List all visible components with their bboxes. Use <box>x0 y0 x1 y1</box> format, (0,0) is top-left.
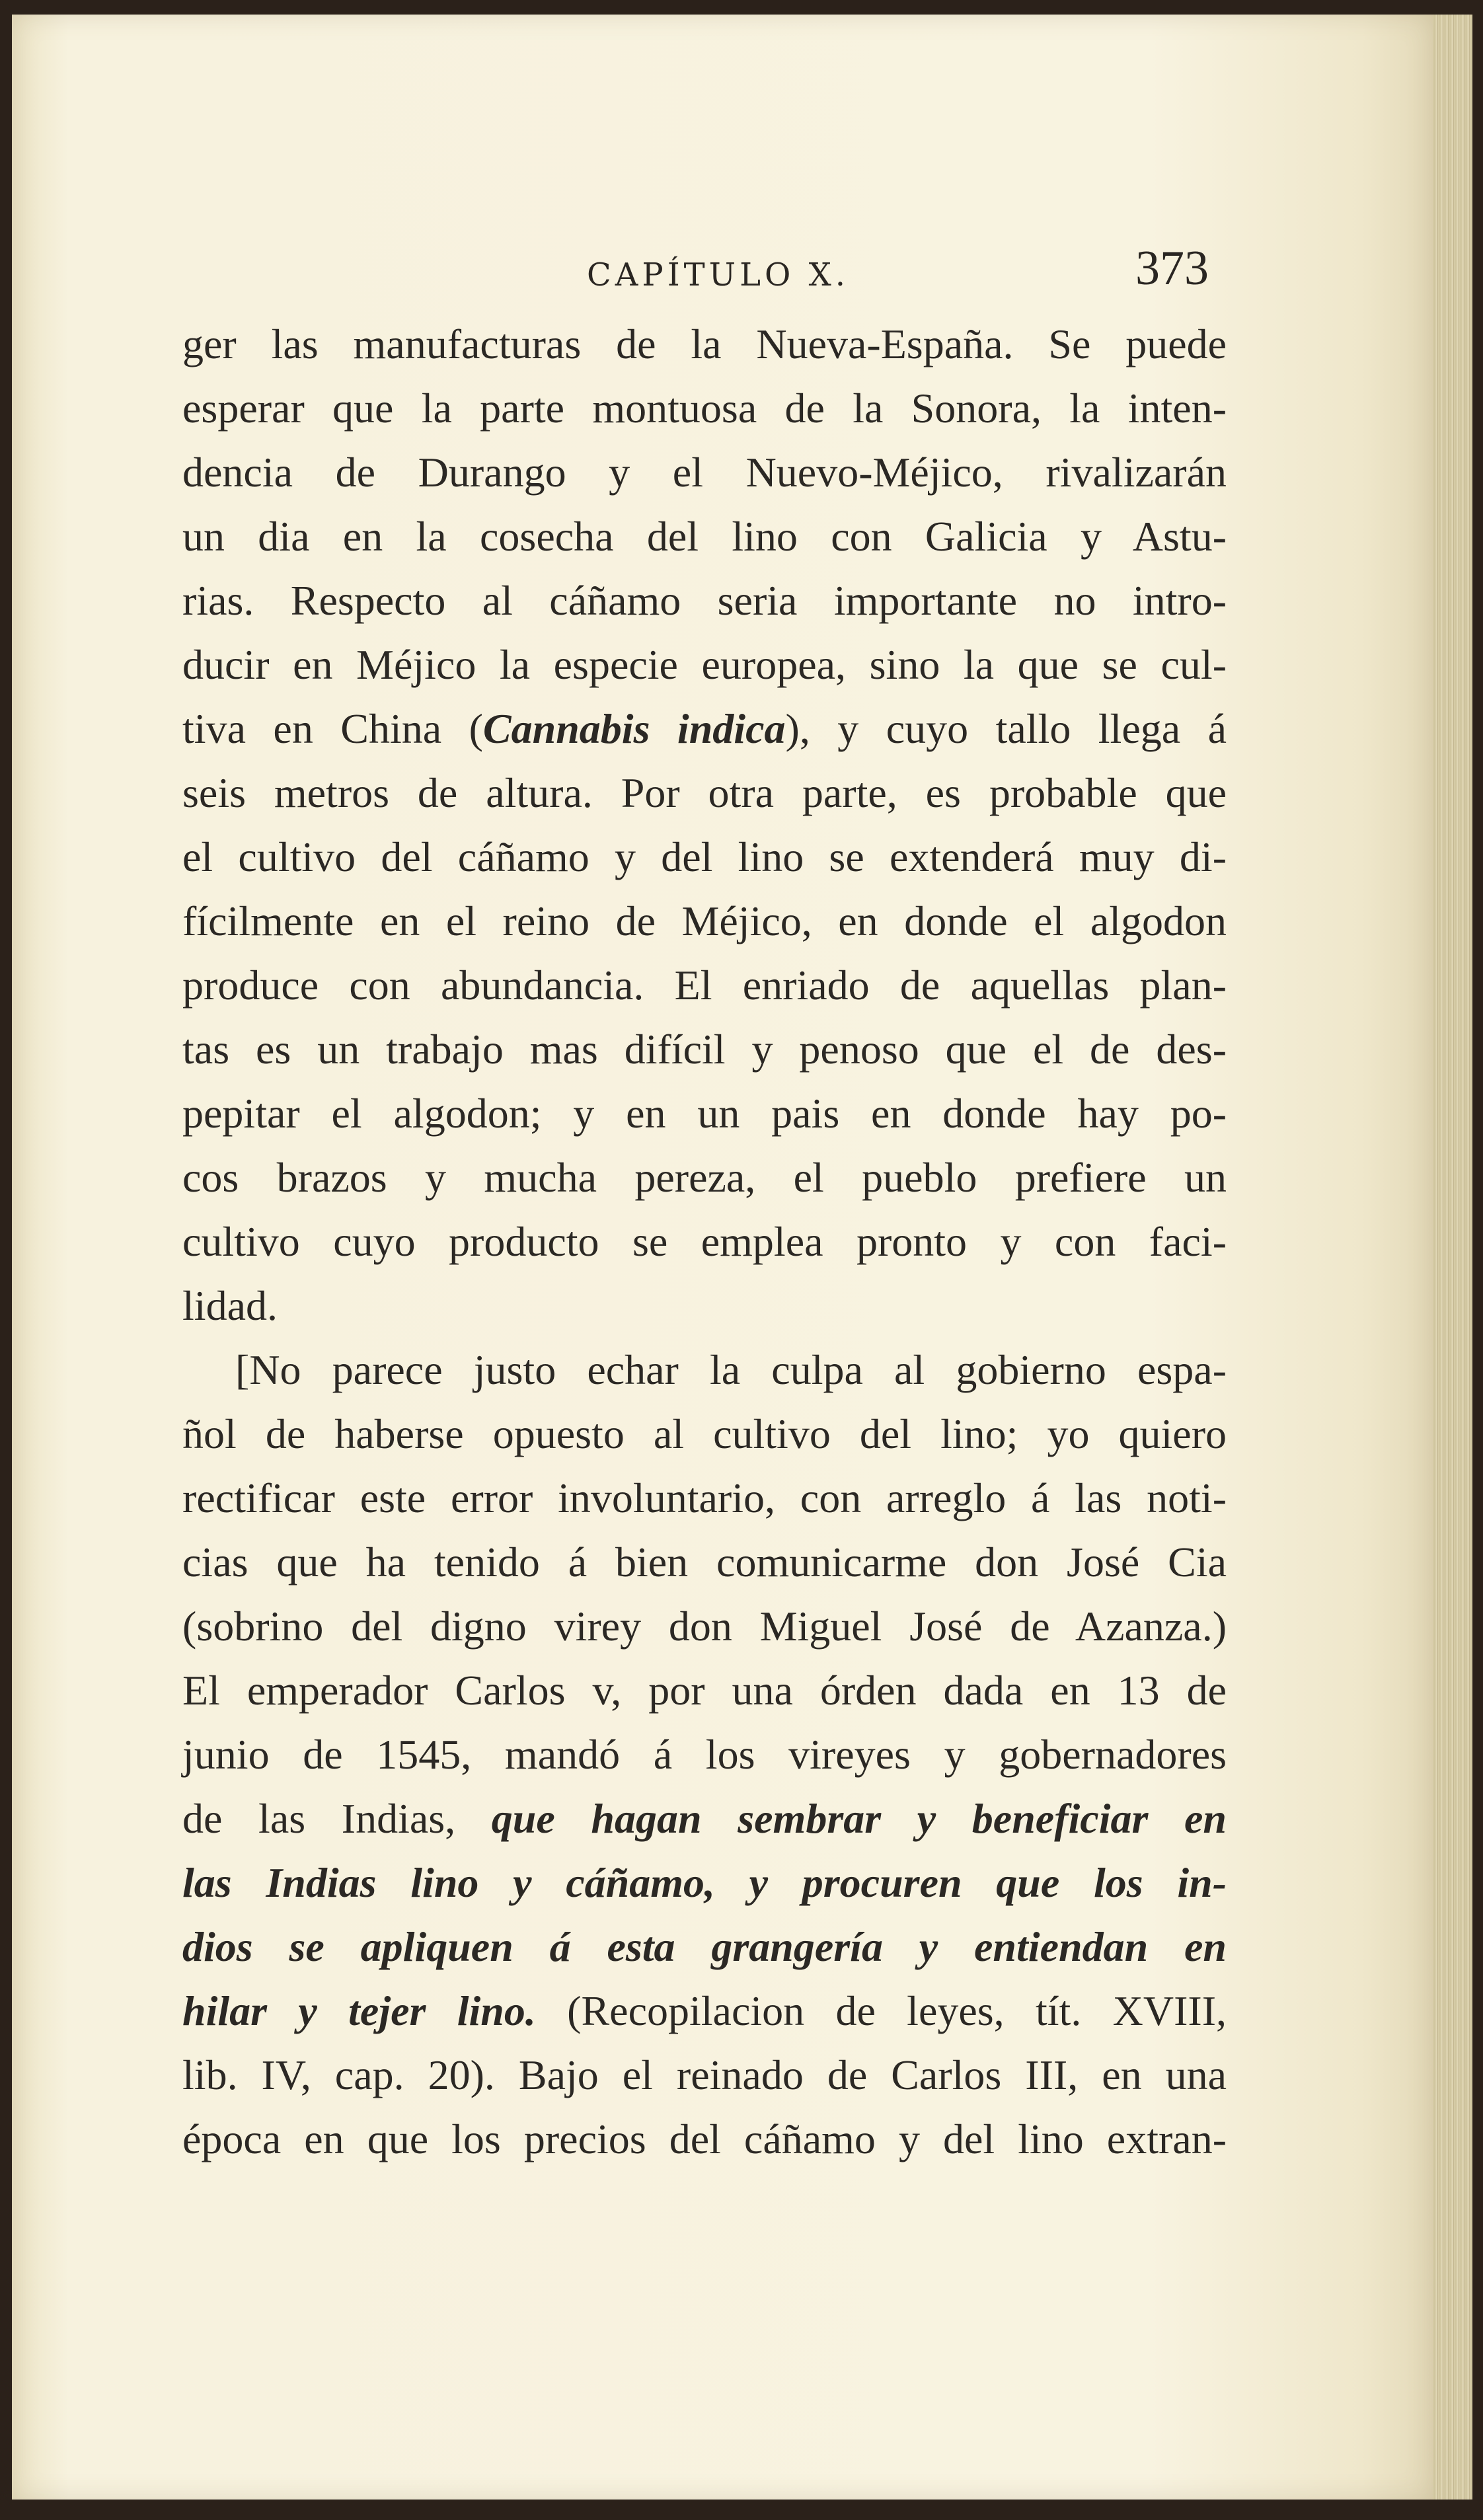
text-line: rectificar este error involuntario, con arreglo á las noti- <box>182 1474 1227 1521</box>
text-line: tas es un trabajo mas difícil y penoso que el de des- <box>182 1026 1227 1073</box>
text-line <box>182 1851 1227 1915</box>
text-line: el cultivo del cáñamo y del lino se extenderá muy di- <box>182 833 1227 880</box>
text-line: [No parece justo echar la culpa al gobierno espa- <box>235 1346 1227 1393</box>
book-page <box>12 15 1433 2500</box>
text-line <box>182 1979 1227 2043</box>
italic-quote: dios se apliquen á esta grangería y entiendan en <box>182 1923 1227 1970</box>
text-run: (Recopilacion de leyes, tít. XVIII, <box>535 1987 1227 2034</box>
text-run: ), y cuyo tallo llega á <box>785 705 1227 752</box>
text-line: esperar que la parte montuosa de la Sonora, la inten- <box>182 385 1227 432</box>
text-line: junio de 1545, mandó á los vireyes y gobernadores <box>182 1731 1227 1778</box>
text-line: fícilmente en el reino de Méjico, en donde el algodon <box>182 897 1227 944</box>
text-line <box>182 697 1227 761</box>
text-run: tiva en China ( <box>182 705 483 752</box>
text-line: ducir en Méjico la especie europea, sino la que se cul- <box>182 641 1227 688</box>
italic-term: Cannabis indica <box>482 705 786 752</box>
text-line: dencia de Durango y el Nuevo-Méjico, rivalizarán <box>182 449 1227 496</box>
italic-quote: que hagan sembrar y beneficiar en <box>491 1795 1227 1842</box>
italic-quote: las Indias lino y cáñamo, y procuren que los in- <box>182 1859 1227 1906</box>
text-line: un dia en la cosecha del lino con Galicia y Astu- <box>182 513 1227 560</box>
italic-quote: hilar y tejer lino. <box>182 1987 536 2034</box>
text-line: cos brazos y mucha pereza, el pueblo prefiere un <box>182 1154 1227 1201</box>
running-head: CAPÍTULO X. <box>587 256 850 293</box>
text-line: pepitar el algodon; y en un pais en donde hay po- <box>182 1090 1227 1137</box>
text-line: (sobrino del digno virey don Miguel José de Azanza.) <box>182 1603 1227 1650</box>
text-line: rias. Respecto al cáñamo seria importante no intro- <box>182 577 1227 624</box>
text-line: produce con abundancia. El enriado de aquellas plan- <box>182 962 1227 1009</box>
text-run: de las Indias, <box>182 1795 492 1842</box>
page-edge <box>1433 15 1472 2500</box>
page-number: 373 <box>1135 241 1209 295</box>
text-line: cultivo cuyo producto se emplea pronto y con faci- <box>182 1218 1227 1265</box>
text-line: seis metros de altura. Por otra parte, es probable que <box>182 769 1227 816</box>
text-line <box>182 1786 1227 1851</box>
text-line: ñol de haberse opuesto al cultivo del lino; yo quiero <box>182 1410 1227 1457</box>
page-header <box>12 239 1433 312</box>
text-line: lidad. <box>182 1282 278 1329</box>
text-line: época en que los precios del cáñamo y del lino extran- <box>182 2116 1227 2162</box>
body-text <box>182 312 1227 2171</box>
text-line: cias que ha tenido á bien comunicarme don José Cia <box>182 1539 1227 1585</box>
text-line: lib. IV, cap. 20). Bajo el reinado de Carlos III, en una <box>182 2051 1227 2098</box>
text-line: ger las manufacturas de la Nueva-España. Se puede <box>182 321 1227 367</box>
text-line: El emperador Carlos v, por una órden dada en 13 de <box>182 1667 1227 1714</box>
text-line <box>182 1915 1227 1979</box>
